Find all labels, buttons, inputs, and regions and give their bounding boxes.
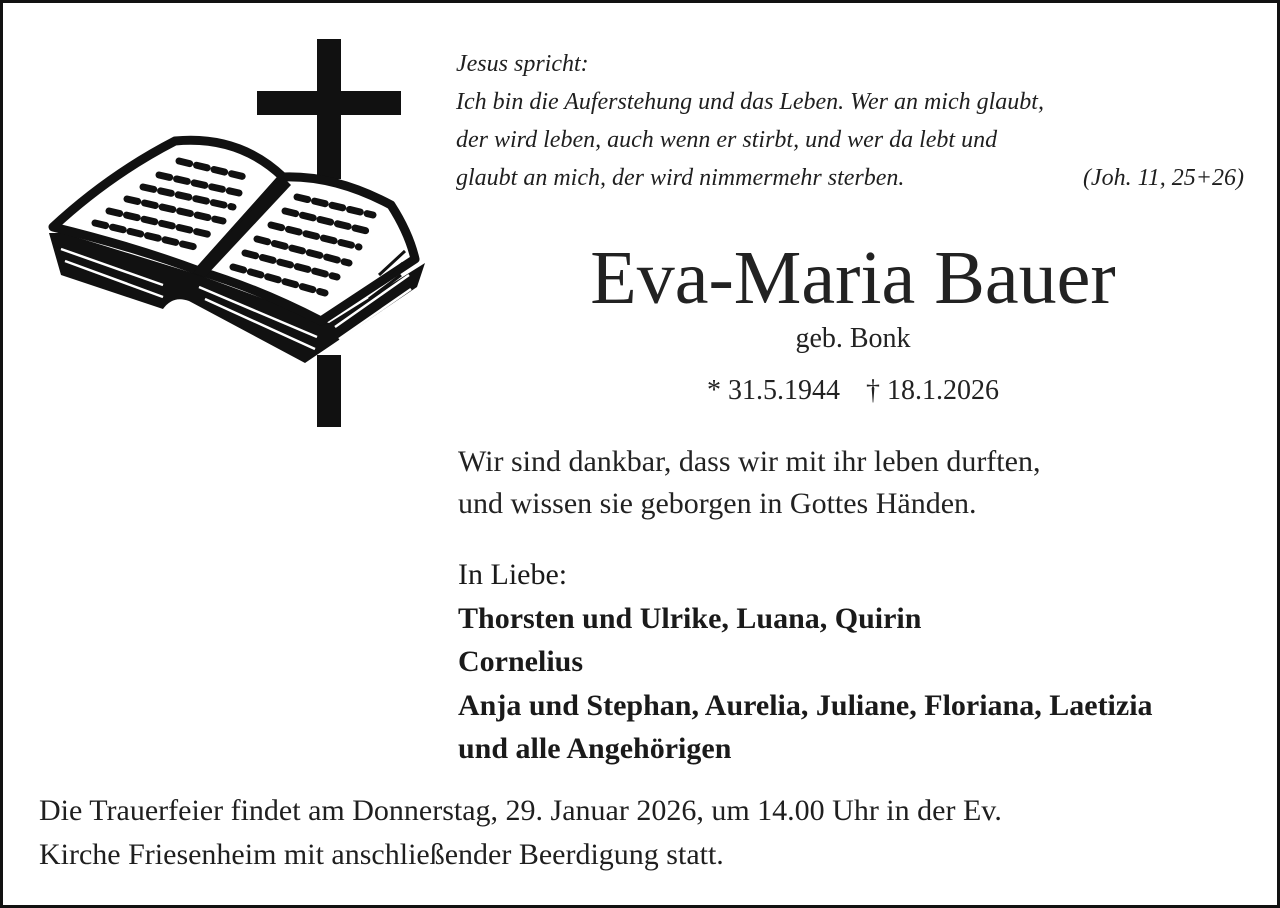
- mourners-intro: In Liebe:: [458, 558, 568, 591]
- death-date: † 18.1.2026: [866, 375, 999, 406]
- gratitude-line: Wir sind dankbar, dass wir mit ihr leben durften,: [458, 445, 1041, 478]
- gratitude-text: [458, 441, 1258, 525]
- verse-line: glaubt an mich, der wird nimmermehr sterben.: [456, 165, 905, 191]
- verse-line: Jesus spricht:: [456, 51, 589, 77]
- service-line: Kirche Friesenheim mit anschließender Beerdigung statt.: [39, 838, 724, 871]
- bible-verse: [456, 45, 1256, 197]
- gratitude-line: und wissen sie geborgen in Gottes Händen.: [458, 487, 977, 520]
- mourner-line: und alle Angehörigen: [458, 732, 732, 765]
- birth-date: * 31.5.1944: [707, 375, 840, 406]
- verse-line: Ich bin die Auferstehung und das Leben. Wer an mich glaubt,: [456, 89, 1044, 115]
- mourner-line: Thorsten und Ulrike, Luana, Quirin: [458, 601, 922, 635]
- verse-line: der wird leben, auch wenn er stirbt, und wer da lebt und: [456, 127, 998, 153]
- life-dates: [453, 373, 1253, 409]
- service-line: Die Trauerfeier findet am Donnerstag, 29. Januar 2026, um 14.00 Uhr in der Ev.: [39, 794, 1002, 827]
- deceased-name: Eva-Maria Bauer: [590, 236, 1116, 320]
- cross-and-bible-emblem: [39, 37, 427, 429]
- open-bible-icon: [49, 140, 425, 363]
- mourner-line: Cornelius: [458, 645, 584, 678]
- mourners-block: [458, 553, 1268, 771]
- verse-reference: (Joh. 11, 25+26): [1082, 165, 1244, 191]
- funeral-service-info: [39, 789, 1239, 877]
- birth-name: geb. Bonk: [795, 323, 911, 354]
- mourner-line: Anja und Stephan, Aurelia, Juliane, Floriana, Laetizia: [458, 688, 1153, 722]
